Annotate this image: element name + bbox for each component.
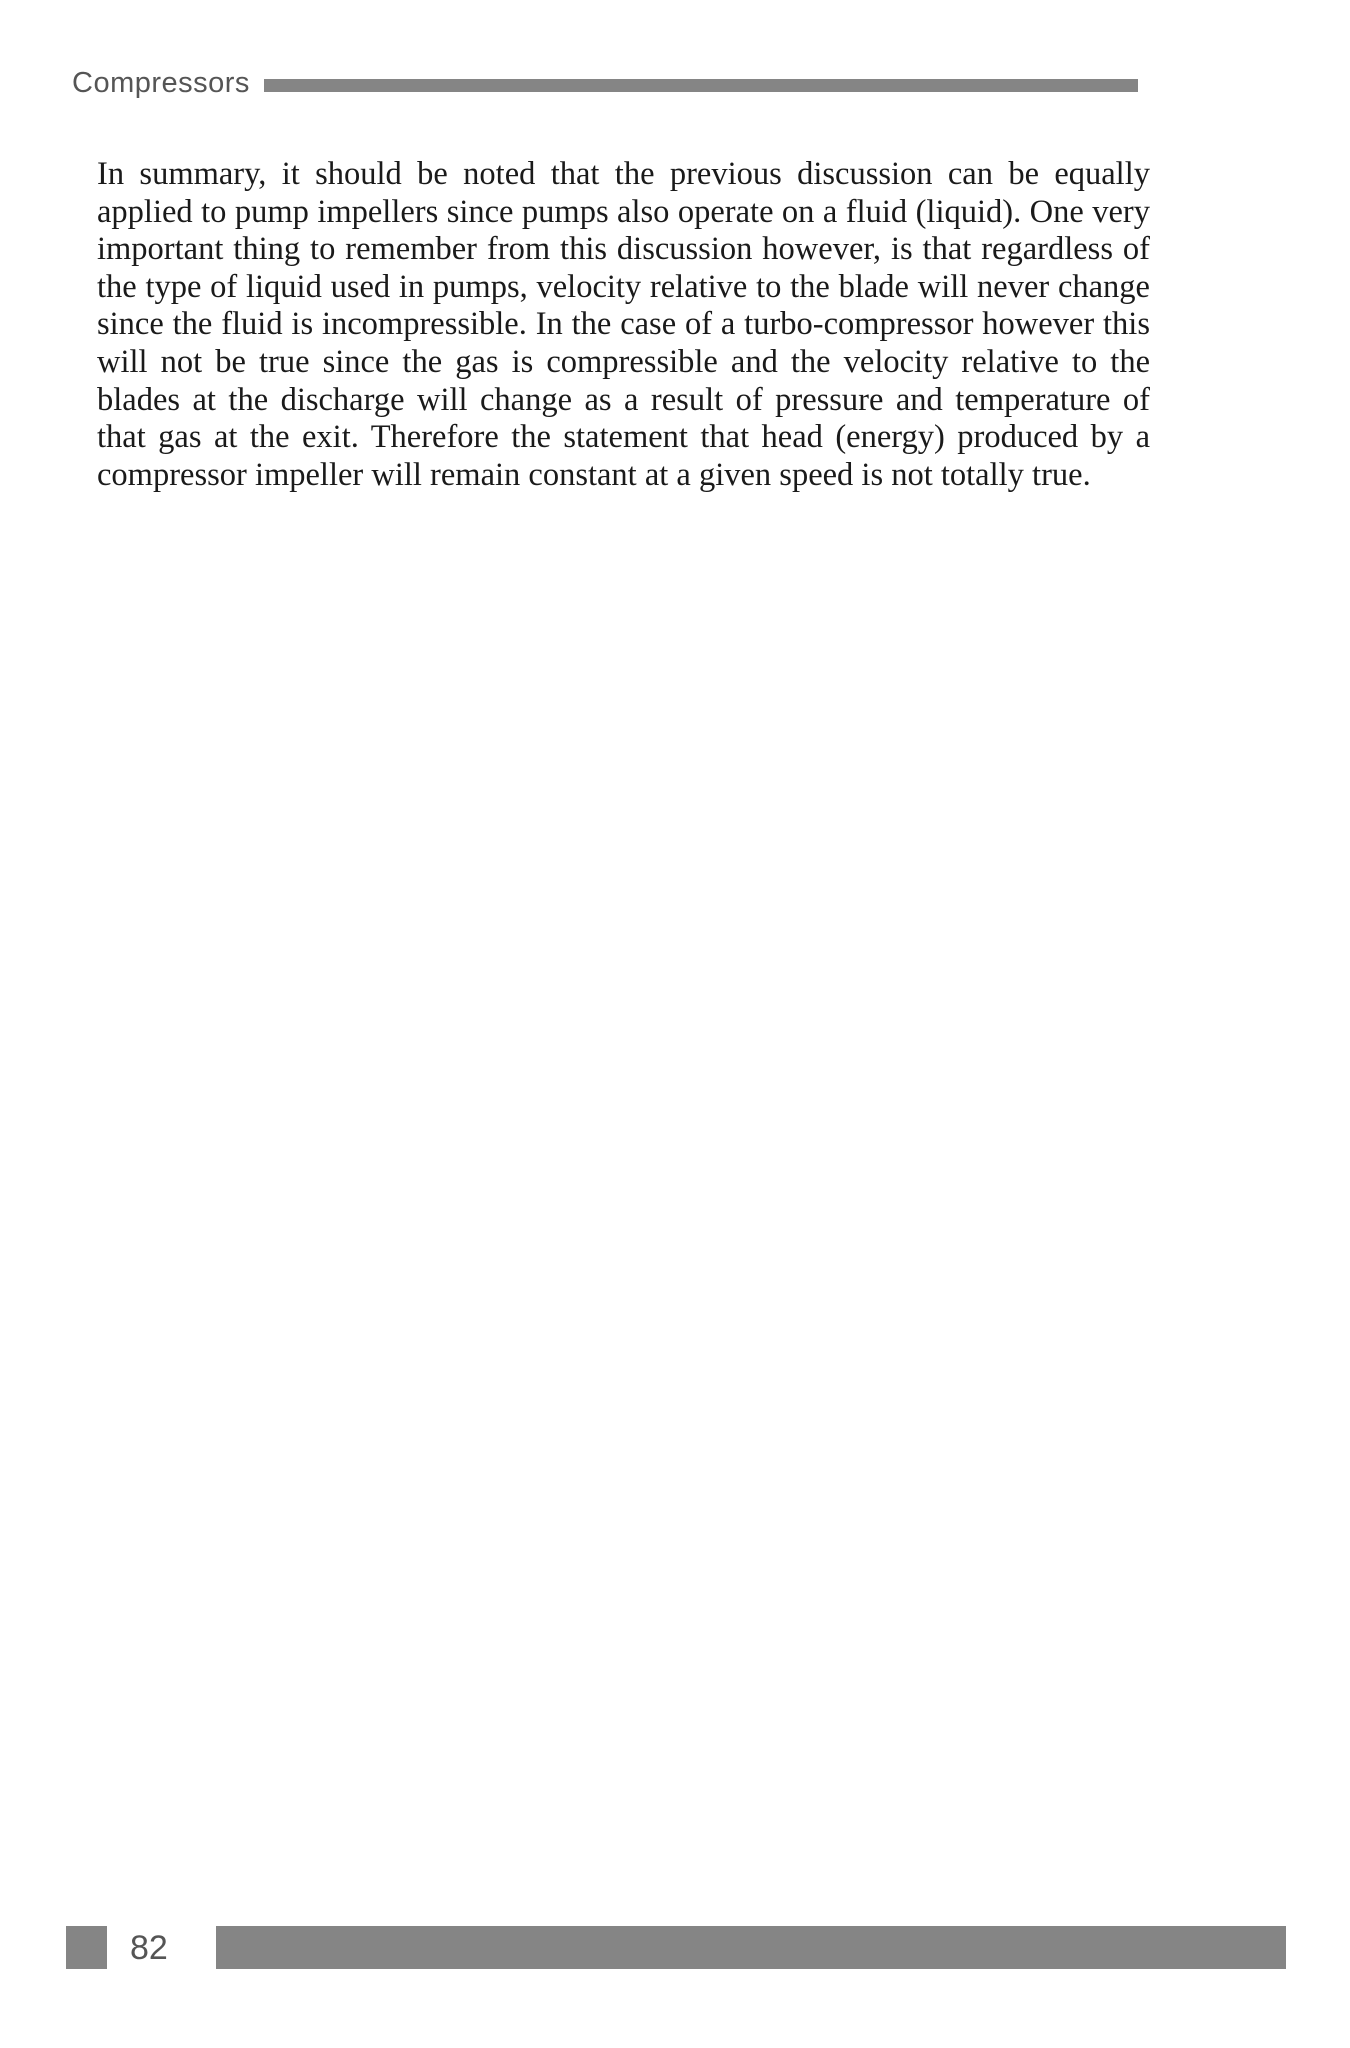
page-number: 82 xyxy=(130,1929,168,1967)
header-title: Compressors xyxy=(72,66,250,99)
footer-rule xyxy=(216,1926,1286,1969)
running-header xyxy=(72,66,1138,100)
footer-block xyxy=(66,1926,107,1969)
header-rule xyxy=(264,79,1138,92)
body-paragraph: In summary, it should be noted that the previous discussion can be equally applied to pump impellers since pumps also operate on a fluid (liquid). One very important thing to remember from this discussion however, is that regardless of the type of liquid used in pumps, velocity relative to the blade will never change since the fluid is incompressible. In the case of a turbo-compressor however this will not be true since the gas is compressible and the velocity relative to the blades at the discharge will change as a result of pressure and temperature of that gas at the exit. Therefore the statement that head (energy) produced by a compressor impeller will remain constant at a given speed is not totally true. xyxy=(97,156,1150,493)
